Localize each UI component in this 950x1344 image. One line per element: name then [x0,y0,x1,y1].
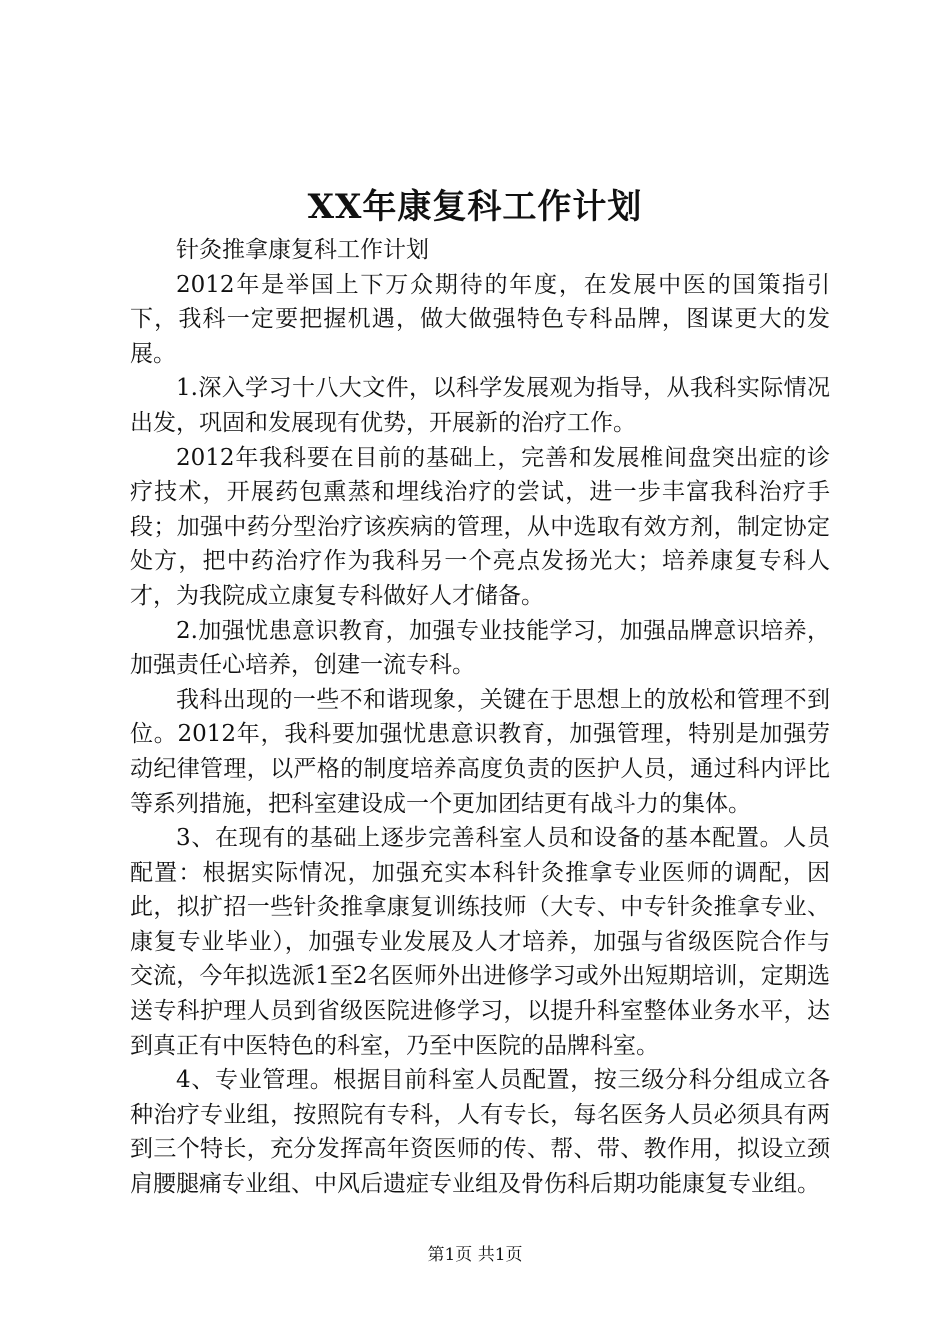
paragraph-intro: 2012年是举国上下万众期待的年度，在发展中医的国策指引下，我科一定要把握机遇，做大做强特色专科品牌，图谋更大的发展。 [130,271,830,367]
document-body [130,233,830,1202]
paragraph-item-2: 2.加强忧患意识教育，加强专业技能学习，加强品牌意识培养，加强责任心培养，创建一流专科。 [130,617,830,679]
paragraph-item-4: 4、专业管理。根据目前科室人员配置，按三级分科分组成立各种治疗专业组，按照院有专科，人有专长，每名医务人员必须具有两到三个特长，充分发挥高年资医师的传、帮、带、教作用，拟设立颈肩腰腿痛专业组、中风后遗症专业组及骨伤科后期功能康复专业组。 [130,1067,830,1198]
paragraph-item-1-detail: 2012年我科要在目前的基础上，完善和发展椎间盘突出症的诊疗技术，开展药包熏蒸和埋线治疗的尝试，进一步丰富我科治疗手段；加强中药分型治疗该疾病的管理，从中选取有效方剂，制定协定处方，把中药治疗作为我科另一个亮点发扬光大；培养康复专科人才，为我院成立康复专科做好人才储备。 [130,444,830,609]
paragraph-item-2-detail: 我科出现的一些不和谐现象，关键在于思想上的放松和管理不到位。2012年，我科要加强忧患意识教育，加强管理，特别是加强劳动纪律管理，以严格的制度培养高度负责的医护人员，通过科内评比等系列措施，把科室建设成一个更加团结更有战斗力的集体。 [130,686,830,817]
paragraph-item-3: 3、在现有的基础上逐步完善科室人员和设备的基本配置。人员配置：根据实际情况，加强充实本科针灸推拿专业医师的调配，因此，拟扩招一些针灸推拿康复训练技师（大专、中专针灸推拿专业、康复专业毕业），加强专业发展及人才培养，加强与省级医院合作与交流，今年拟选派1至2名医师外出进修学习或外出短期培训，定期选送专科护理人员到省级医院进修学习，以提升科室整体业务水平，达到真正有中医特色的科室，乃至中医院的品牌科室。 [130,825,830,1059]
paragraph-item-1: 1.深入学习十八大文件，以科学发展观为指导，从我科实际情况出发，巩固和发展现有优势，开展新的治疗工作。 [130,375,830,436]
document-title: XX年康复科工作计划 [307,187,643,227]
paragraph-subtitle: 针灸推拿康复科工作计划 [176,237,429,263]
page-number-footer: 第1页 共1页 [427,1245,523,1265]
